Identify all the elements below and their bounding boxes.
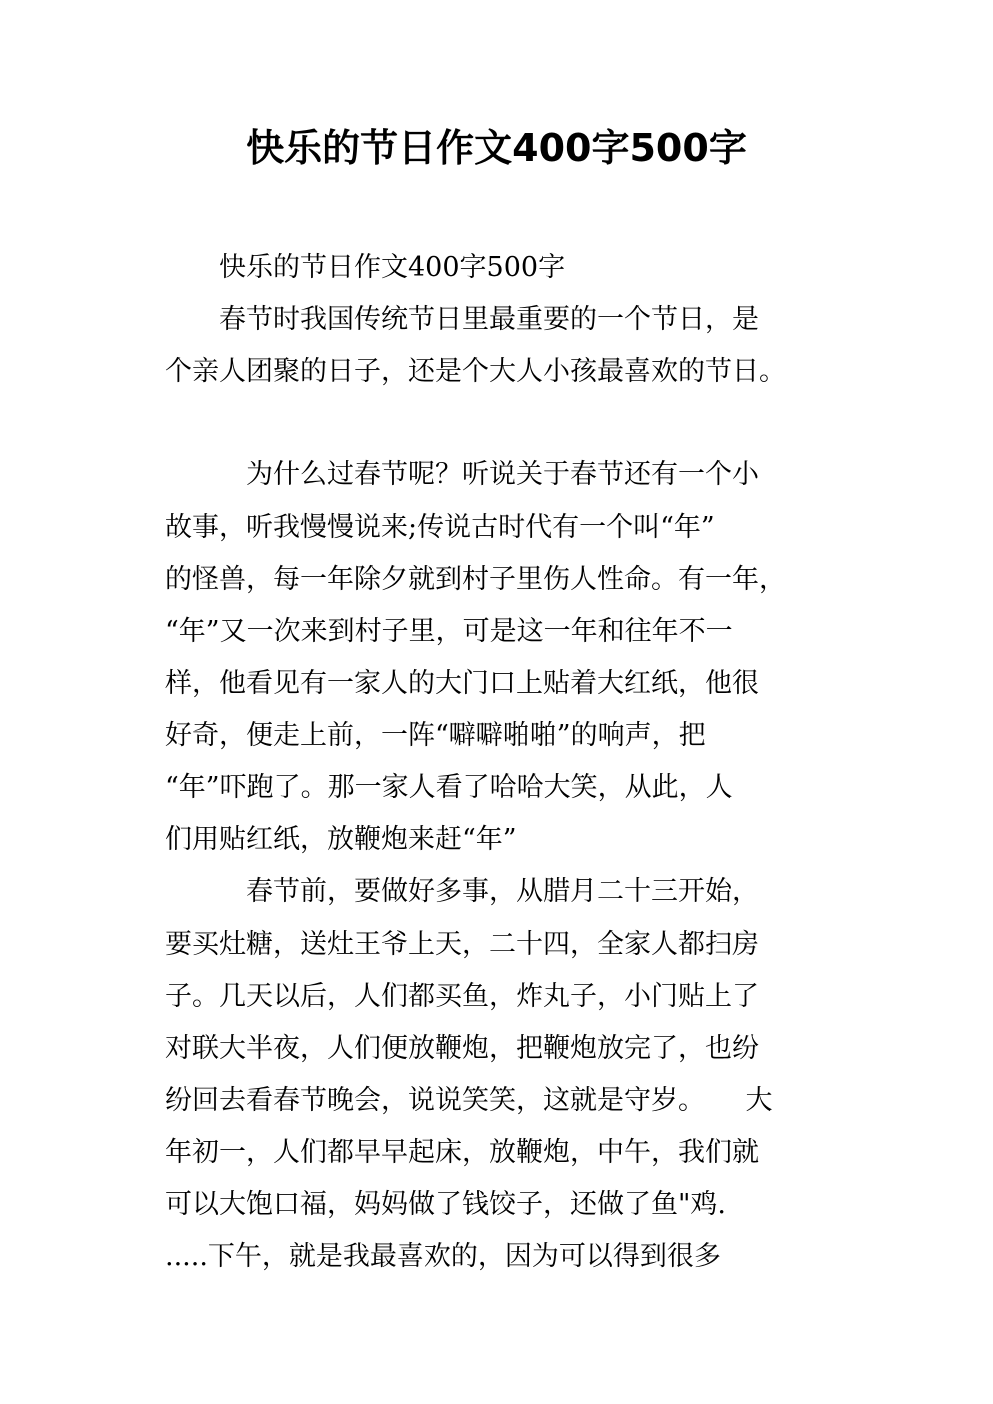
- paragraph-line: 故事，听我慢慢说来;传说古时代有一个叫“年”: [165, 512, 715, 543]
- paragraph-line: 好奇，便走上前，一阵“噼噼啪啪”的响声，把: [165, 720, 706, 751]
- paragraph-line: 快乐的节日作文400字500字: [165, 252, 566, 283]
- paragraph-line: 样，他看见有一家人的大门口上贴着大红纸，他很: [165, 668, 759, 699]
- paragraph-line: 春节时我国传统节日里最重要的一个节日，是: [165, 304, 759, 335]
- paragraph-line: 年初一，人们都早早起床，放鞭炮，中午，我们就: [165, 1137, 759, 1168]
- paragraph-line: 纷回去看春节晚会，说说笑笑，这就是守岁。 大: [165, 1085, 773, 1116]
- document-title: 快乐的节日作文400字500字: [246, 126, 747, 170]
- paragraph-line: 个亲人团聚的日子，还是个大人小孩最喜欢的节日。: [165, 356, 786, 387]
- paragraph-line: 可以大饱口福，妈妈做了钱饺子，还做了鱼"鸡.: [165, 1189, 727, 1220]
- paragraph-line: 对联大半夜，人们便放鞭炮，把鞭炮放完了，也纷: [165, 1033, 759, 1064]
- paragraph-line: “年”吓跑了。那一家人看了哈哈大笑，从此，人: [165, 772, 733, 803]
- paragraph-line: “年”又一次来到村子里，可是这一年和往年不一: [165, 616, 733, 647]
- paragraph-line: 的怪兽，每一年除夕就到村子里伤人性命。有一年，: [165, 564, 786, 595]
- paragraph-line: 要买灶糖，送灶王爷上天，二十四，全家人都扫房: [165, 929, 759, 960]
- paragraph-line: 春节前，要做好多事，从腊月二十三开始，: [165, 876, 759, 907]
- paragraph-line: 为什么过春节呢？听说关于春节还有一个小: [165, 459, 759, 490]
- paragraph-line: .....下午，就是我最喜欢的，因为可以得到很多: [165, 1241, 721, 1272]
- paragraph-line: 们用贴红纸，放鞭炮来赶“年”: [165, 824, 517, 855]
- paragraph-line: 子。几天以后，人们都买鱼，炸丸子，小门贴上了: [165, 981, 759, 1012]
